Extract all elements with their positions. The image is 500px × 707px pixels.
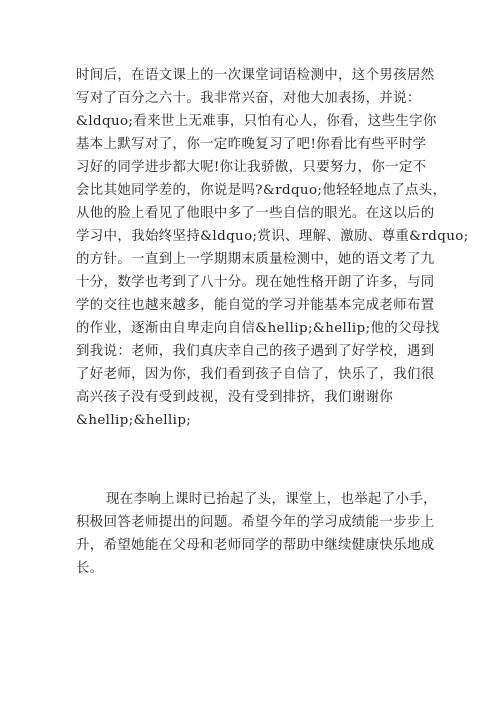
text-line: 了好老师，因为你，我们看到孩子自信了，快乐了，我们很 [76,367,435,382]
text-line: 高兴孩子没有受到歧视，没有受到排挤，我们谢谢你 [76,390,394,405]
text-line: 写对了百分之六十。我非常兴奋，对他大加表扬，并说： [76,91,421,106]
text-line: 的方针。一直到上一学期期末质量检测中，她的语文考了九 [76,252,435,267]
text-line: 习好的同学进步都大呢!你让我骄傲，只要努力，你一定不 [76,160,427,175]
text-line: 基本上默写对了，你一定昨晚复习了吧!你看比有些平时学 [76,137,427,152]
text-line: 学的交往也越来越多，能自觉的学习并能基本完成老师布置 [76,298,435,313]
text-line: 现在李响上课时已抬起了头，课堂上，也举起了小手， [106,492,437,507]
body-paragraph-1 [76,64,469,432]
text-line: 的作业，逐渐由自卑走向自信&hellip;&hellip;他的父母找 [76,321,440,336]
text-line: 十分，数学也考到了八十分。现在她性格开朗了许多，与同 [76,275,435,290]
text-line: 时间后，在语文课上的一次课堂词语检测中，这个男孩居然 [76,68,435,83]
text-line: 升，希望她能在父母和老师同学的帮助中继续健康快乐地成 [76,538,435,553]
text-line: 学习中，我始终坚持&ldquo;赏识、理解、激励、尊重&rdquo; [76,229,469,244]
body-paragraph-2 [76,488,437,580]
text-line: 到我说：老师，我们真庆幸自己的孩子遇到了好学校，遇到 [76,344,435,359]
text-line: &ldquo;看来世上无难事，只怕有心人，你看，这些生字你 [76,114,437,129]
text-line: 积极回答老师提出的问题。希望今年的学习成绩能一步步上 [76,515,435,530]
text-line: 长。 [76,561,104,576]
text-line: 从他的脸上看见了他眼中多了一些自信的眼光。在这以后的 [76,206,435,221]
text-line: 会比其她同学差的，你说是吗?&rdquo;他轻轻地点了点头， [76,183,447,198]
text-line: &hellip;&hellip; [76,413,192,428]
